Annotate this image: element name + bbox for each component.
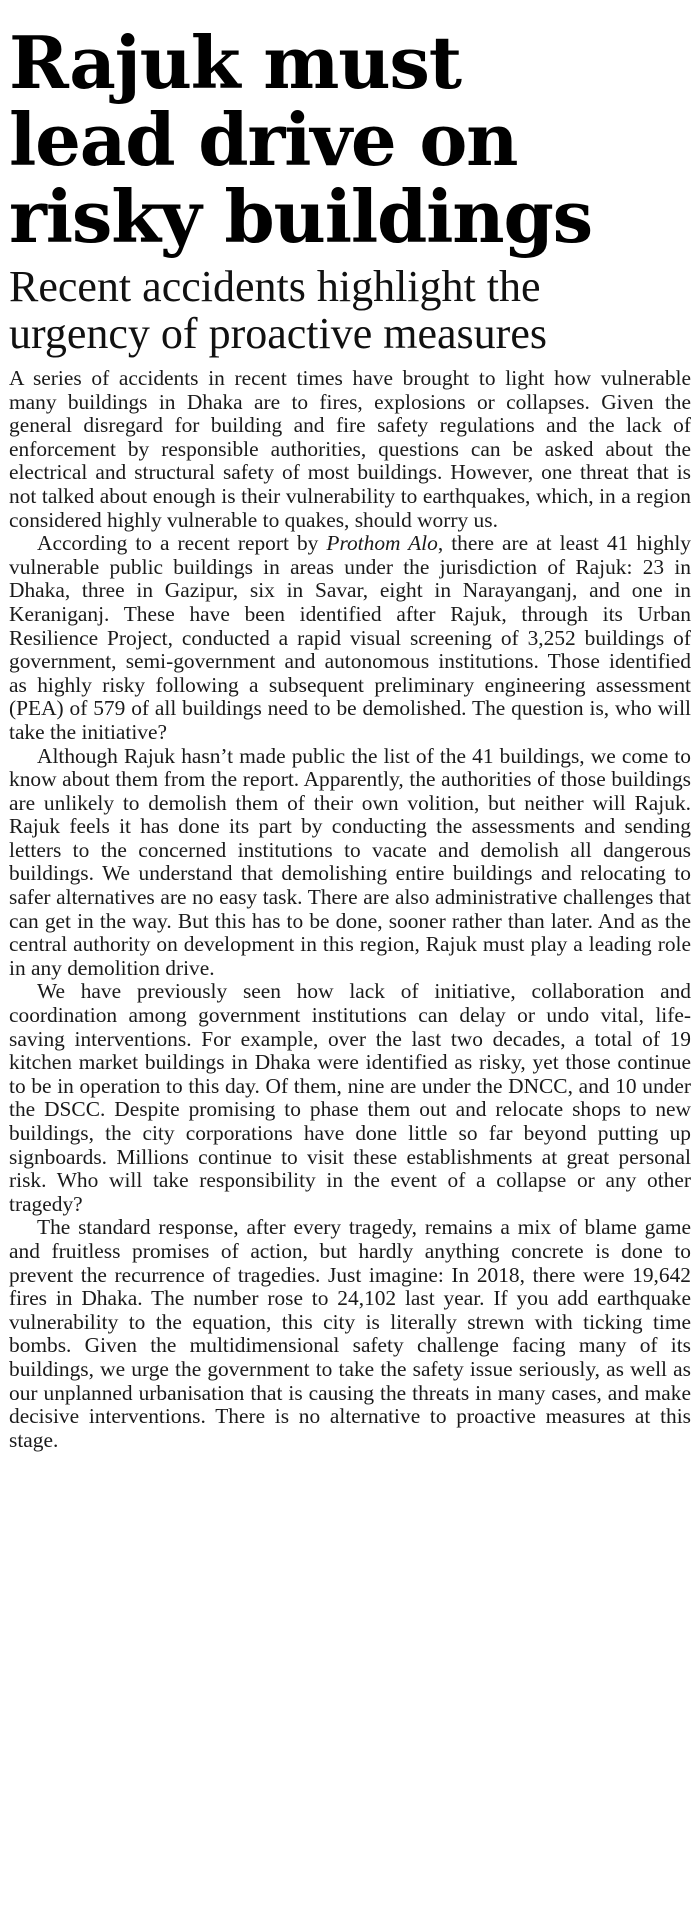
paragraph-2-lead: According to a recent report by bbox=[37, 531, 327, 556]
paragraph-1: A series of accidents in recent times have brought to light how vulnerable many buildings in Dhaka are to fires, explosions or collapses. Given the general disregard for building and fire safety regulations and the lack of enforcement by responsible authorities, questions can be asked about the electrical and structural safety of most buildings. However, one threat that is not talked about enough is their vulnerability to earthquakes, which, in a region considered highly vulnerable to quakes, should worry us. bbox=[9, 366, 691, 532]
subheadline: Recent accidents highlight the urgency of proactive measures bbox=[9, 262, 547, 358]
editorial-page bbox=[0, 20, 700, 1929]
article-body bbox=[9, 367, 691, 1452]
paragraph-2-rest: , there are at least 41 highly vulnerable public buildings in areas under the jurisdiction of Rajuk: 23 in Dhaka, three in Gazipur, six in Savar, eight in Narayanganj, and one in Keraniganj. These have been identified after Rajuk, through its Urban Resilience Project, conducted a rapid visual screening of 3,252 buildings of government, semi-government and autonomous institutions. Those identified as highly risky following a subsequent preliminary engineering assessment (PEA) of 579 of all buildings need to be demolished. The question is, who will take the initiative? bbox=[9, 531, 691, 744]
paragraph-3: Although Rajuk hasn’t made public the list of the 41 buildings, we come to know about them from the report. Apparently, the authorities of those buildings are unlikely to demolish them of their own volition, but neither will Rajuk. Rajuk feels it has done its part by conducting the assessments and sending letters to the concerned institutions to vacate and demolish all dangerous buildings. We understand that demolishing entire buildings and relocating to safer alternatives are no easy task. There are also administrative challenges that can get in the way. But this has to be done, sooner rather than later. And as the central authority on development in this region, Rajuk must play a leading role in any demolition drive. bbox=[9, 743, 691, 980]
paragraph-4: We have previously seen how lack of initiative, collaboration and coordination among government institutions can delay or undo vital, life-saving interventions. For example, over the last two decades, a total of 19 kitchen market buildings in Dhaka were identified as risky, yet those continue to be in operation to this day. Of them, nine are under the DNCC, and 10 under the DSCC. Despite promising to phase them out and relocate shops to new buildings, the city corporations have done little so far beyond putting up signboards. Millions continue to visit these establishments at great personal risk. Who will take responsibility in the event of a collapse or any other tragedy? bbox=[9, 979, 691, 1216]
paragraph-5: The standard response, after every tragedy, remains a mix of blame game and fruitless promises of action, but hardly anything concrete is done to prevent the recurrence of tragedies. Just imagine: In 2018, there were 19,642 fires in Dhaka. The number rose to 24,102 last year. If you add earthquake vulnerability to the equation, this city is literally strewn with ticking time bombs. Given the multidimensional safety challenge facing many of its buildings, we urge the government to take the safety issue seriously, as well as our unplanned urbanisation that is causing the threats in many cases, and make decisive interventions. There is no alternative to proactive measures at this stage. bbox=[9, 1215, 691, 1452]
headline: Rajuk must lead drive on risky buildings bbox=[9, 20, 592, 259]
source-name: Prothom Alo bbox=[326, 531, 438, 556]
paragraph-2 bbox=[9, 532, 691, 744]
